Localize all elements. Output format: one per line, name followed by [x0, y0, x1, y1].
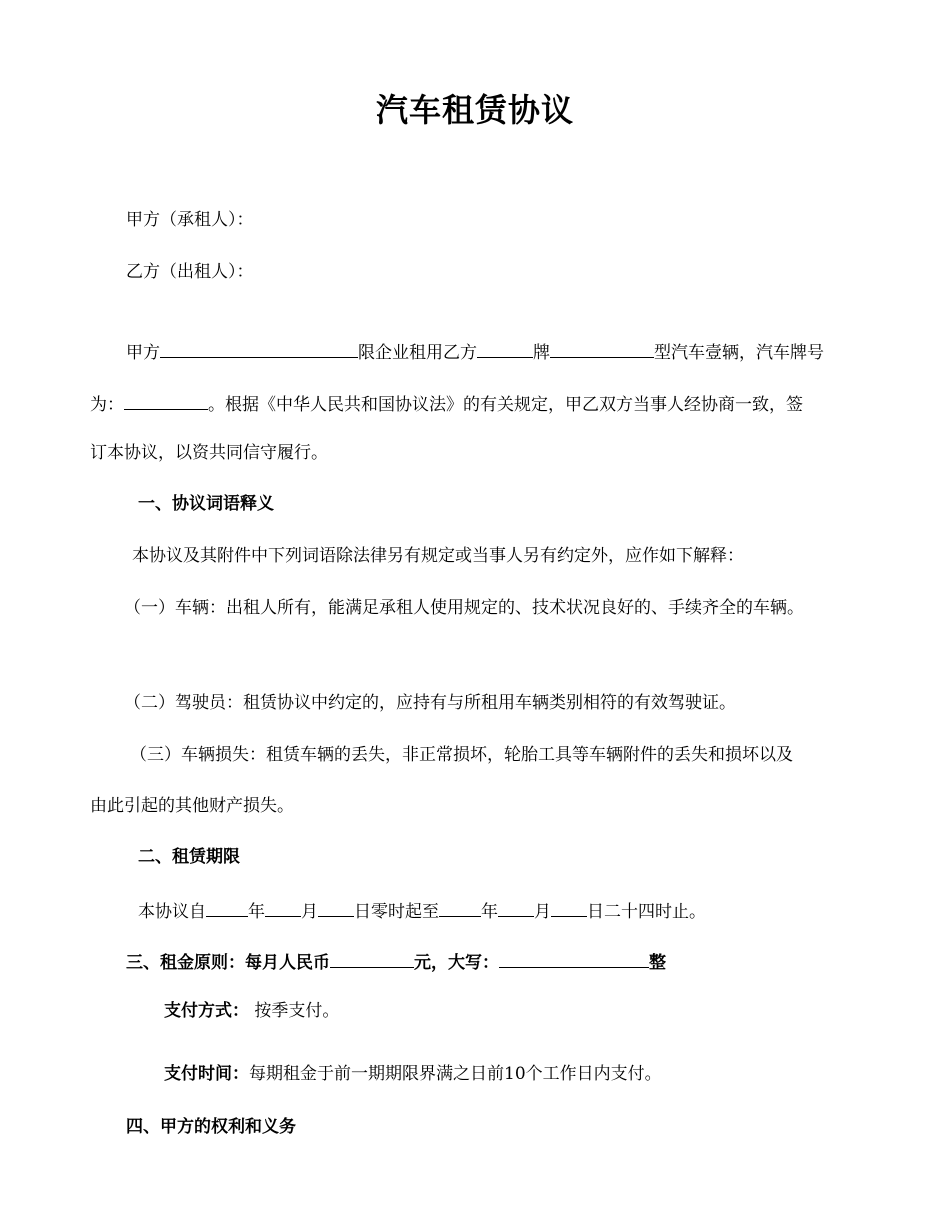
definition-vehicle-loss-line-2: 由此引起的其他财产损失。 — [90, 796, 294, 816]
document-title: 汽车租赁协议 — [375, 91, 574, 129]
intro-line-1 — [126, 338, 824, 365]
model-blank — [550, 338, 654, 358]
rent-amount-words-blank — [499, 948, 649, 968]
brand-blank — [477, 338, 533, 358]
party-a-line: 甲方（承租人）： — [126, 210, 254, 230]
intro-text: 为： — [90, 395, 124, 415]
rent-text: 整 — [649, 953, 666, 973]
rent-text: 元，大写： — [414, 953, 499, 973]
term-text: 日二十四时止。 — [587, 902, 706, 922]
payment-method-line — [164, 999, 339, 1023]
start-year-blank — [206, 897, 248, 917]
definition-vehicle-loss-line-1: （三）车辆损失：租赁车辆的丢失，非正常损坏，轮胎工具等车辆附件的丢失和损坏以及 — [130, 745, 793, 765]
term-text: 年 — [248, 902, 265, 922]
intro-text: 甲方 — [126, 343, 160, 363]
intro-line-3: 订本协议，以资共同信守履行。 — [90, 443, 328, 463]
intro-line-2 — [90, 390, 803, 417]
payment-time-label: 支付时间： — [164, 1064, 249, 1084]
lease-term-line — [138, 897, 706, 924]
end-year-blank — [439, 897, 481, 917]
definition-driver: （二）驾驶员：租赁协议中约定的，应持有与所租用车辆类别相符的有效驾驶证。 — [124, 693, 736, 713]
term-text: 年 — [481, 902, 498, 922]
party-b-line: 乙方（出租人）： — [126, 262, 254, 282]
rent-text: 三、租金原则：每月人民币 — [126, 953, 330, 973]
payment-method-label: 支付方式： — [164, 1001, 249, 1021]
end-month-blank — [498, 897, 534, 917]
intro-text: 型汽车壹辆，汽车牌号 — [654, 343, 824, 363]
term-text: 月 — [534, 902, 551, 922]
payment-method-value: 按季支付。 — [249, 1001, 340, 1021]
payment-time-line — [164, 1062, 662, 1086]
end-day-blank — [551, 897, 587, 917]
start-month-blank — [265, 897, 301, 917]
section-3-heading — [126, 948, 666, 975]
term-text: 本协议自 — [138, 902, 206, 922]
intro-text: 。根据《中华人民共和国协议法》的有关规定，甲乙双方当事人经协商一致，签 — [208, 395, 803, 415]
term-text: 日零时起至 — [354, 902, 439, 922]
intro-text: 牌 — [533, 343, 550, 363]
section-4-heading: 四、甲方的权利和义务 — [126, 1117, 296, 1137]
plate-number-blank — [124, 390, 208, 410]
section-1-intro: 本协议及其附件中下列词语除法律另有规定或当事人另有约定外，应作如下解释： — [132, 546, 744, 566]
payment-time-value: 每期租金于前一期期限界满之日前10个工作日内支付。 — [249, 1064, 662, 1084]
section-1-heading: 一、协议词语释义 — [138, 494, 274, 514]
company-blank — [160, 338, 358, 358]
definition-vehicle: （一）车辆：出租人所有，能满足承租人使用规定的、技术状况良好的、手续齐全的车辆。 — [124, 598, 804, 618]
start-day-blank — [318, 897, 354, 917]
rent-amount-blank — [330, 948, 414, 968]
term-text: 月 — [301, 902, 318, 922]
section-2-heading: 二、租赁期限 — [138, 847, 240, 867]
intro-text: 限企业租用乙方 — [358, 343, 477, 363]
